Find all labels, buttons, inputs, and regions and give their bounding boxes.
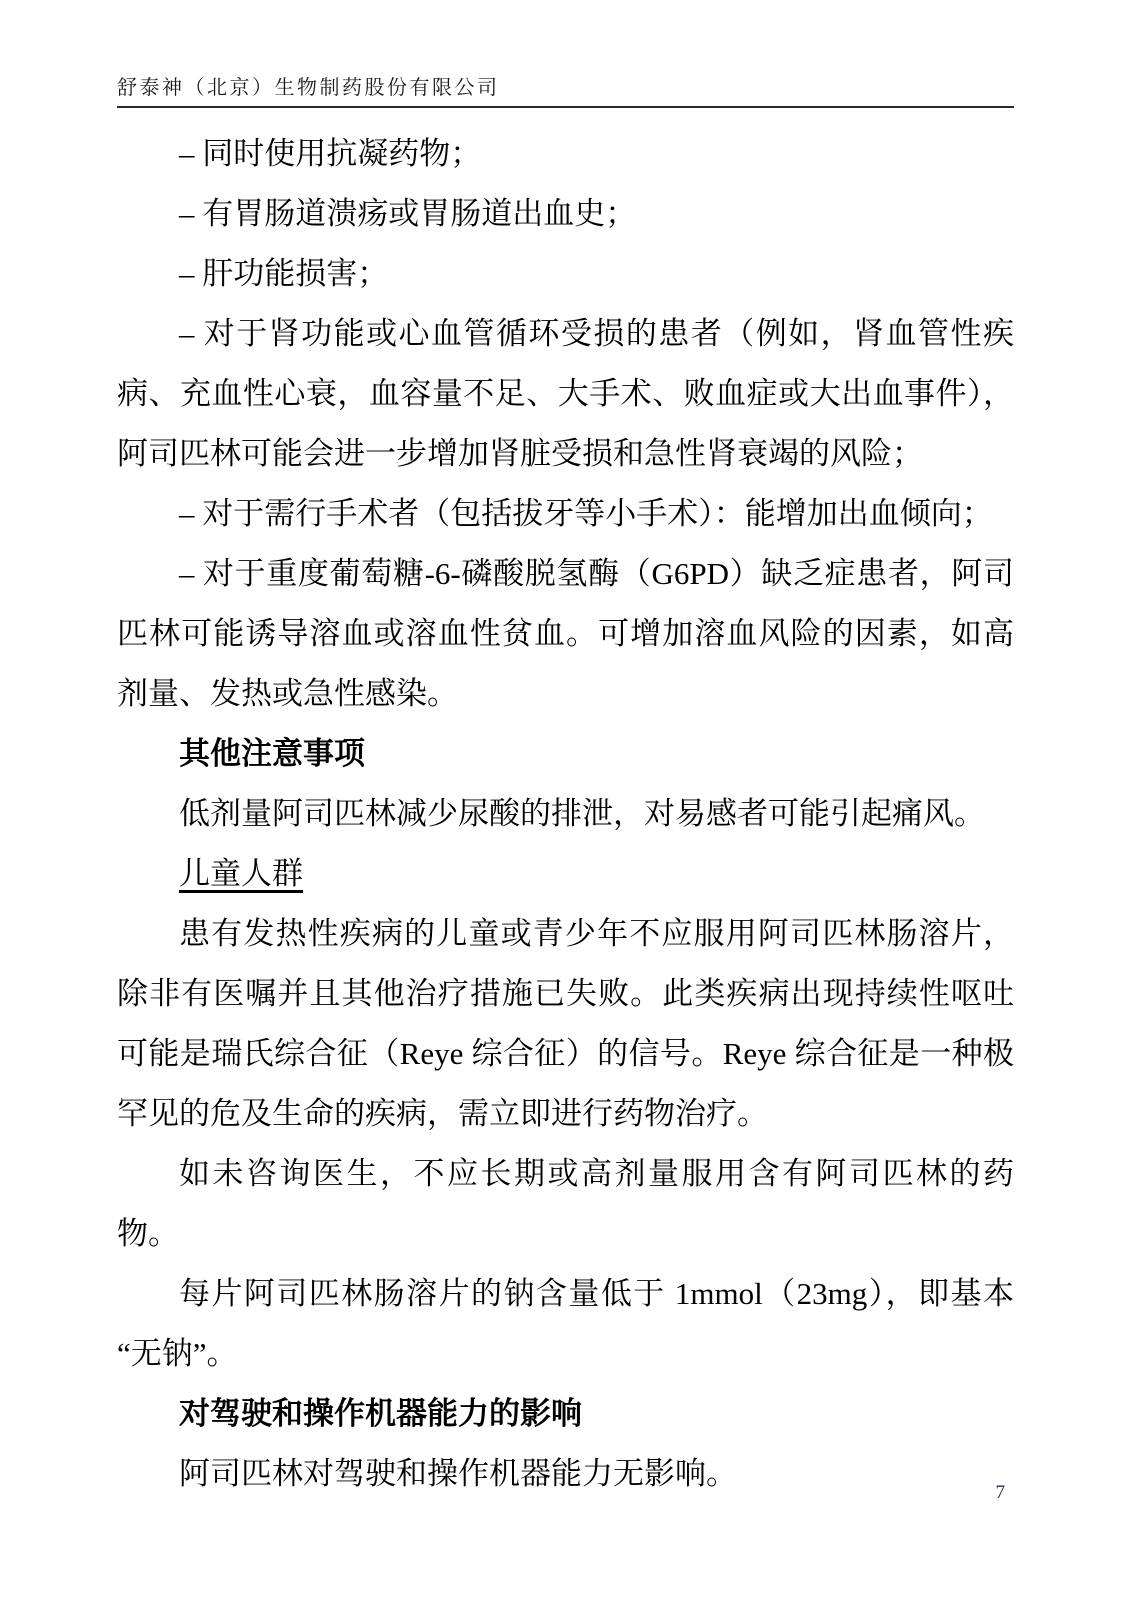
paragraph-bullet-surgery: – 对于需行手术者（包括拔牙等小手术）：能增加出血倾向； bbox=[179, 496, 993, 531]
heading-children-population: 儿童人群 bbox=[179, 856, 303, 891]
page-number: 7 bbox=[995, 1482, 1005, 1503]
paragraph-reye-syndrome: 患有发热性疾病的儿童或青少年不应服用阿司匹林肠溶片，除非有医嘱并且其他治疗措施已失败。此类疾病出现持续性呕吐可能是瑞氏综合征（Reye 综合征）的信号。Reye 综合征是一种极罕见的危及生命的疾病，需立即进行药物治疗。 bbox=[117, 916, 1014, 1131]
paragraph-bullet-liver-impairment: – 肝功能损害； bbox=[179, 256, 389, 291]
page-header bbox=[117, 77, 1014, 116]
paragraph-bullet-g6pd: – 对于重度葡萄糖-6-磷酸脱氢酶（G6PD）缺乏症患者，阿司匹林可能诱导溶血或溶血性贫血。可增加溶血风险的因素，如高剂量、发热或急性感染。 bbox=[117, 556, 1014, 711]
paragraph-uric-acid: 低剂量阿司匹林减少尿酸的排泄，对易感者可能引起痛风。 bbox=[179, 796, 985, 831]
paragraph-bullet-gi-history: – 有胃肠道溃疡或胃肠道出血史； bbox=[179, 196, 637, 231]
page-footer bbox=[996, 1481, 1006, 1505]
paragraph-bullet-renal-cardio: – 对于肾功能或心血管循环受损的患者（例如，肾血管性疾病、充血性心衰，血容量不足、大手术、败血症或大出血事件），阿司匹林可能会进一步增加肾脏受损和急性肾衰竭的风险； bbox=[117, 316, 1014, 471]
document-body bbox=[117, 124, 1014, 1491]
heading-driving-machines: 对驾驶和操作机器能力的影响 bbox=[179, 1396, 582, 1431]
header-divider bbox=[117, 106, 1014, 108]
heading-other-precautions: 其他注意事项 bbox=[179, 736, 365, 771]
paragraph-consult-doctor: 如未咨询医生，不应长期或高剂量服用含有阿司匹林的药物。 bbox=[117, 1156, 1014, 1251]
paragraph-bullet-anticoagulants: – 同时使用抗凝药物； bbox=[179, 136, 482, 171]
paragraph-sodium-content: 每片阿司匹林肠溶片的钠含量低于 1mmol（23mg），即基本“无钠”。 bbox=[117, 1276, 1014, 1371]
paragraph-driving-effect: 阿司匹林对驾驶和操作机器能力无影响。 bbox=[179, 1456, 737, 1491]
company-name: 舒泰神（北京）生物制药股份有限公司 bbox=[117, 77, 500, 99]
